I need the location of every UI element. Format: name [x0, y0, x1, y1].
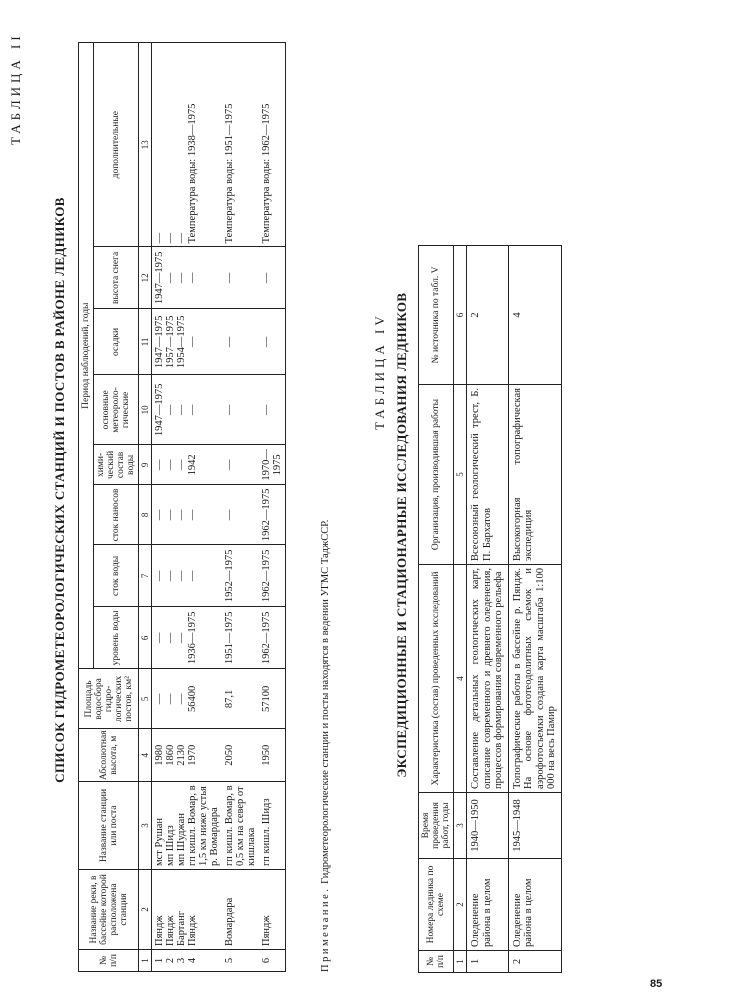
table-row — [259, 43, 286, 972]
colnum: 5 — [139, 669, 152, 729]
cell-level: — — — 1936—1975 — [152, 607, 223, 669]
table-row — [467, 246, 509, 973]
cell-org: Высокогорная топографическая экспедиция — [508, 385, 561, 565]
header-chem: хими-ческий состав воды — [94, 445, 139, 485]
colnum: 3 — [139, 782, 152, 870]
colnum: 13 — [139, 43, 152, 247]
cell-extra: Температура воды: 1962—1975 — [259, 43, 286, 247]
cell-source: 2 — [467, 246, 509, 385]
table-iv-title: ЭКСПЕДИЦИОННЫЕ И СТАЦИОНАРНЫЕ ИССЛЕДОВАНИЯ ЛЕДНИКОВ — [394, 292, 409, 778]
cell-chem: 1970— 1975 — [259, 445, 286, 485]
header-river: Название реки, в бассейне которой расположена станция — [79, 870, 139, 950]
cell-station: мст Рушан мп Шидз мп Шуджан гп кишл. Вомар, в 1,5 км ниже устья р. Вомардара — [152, 782, 223, 870]
cell-glacier: Оледенение района в целом — [467, 859, 509, 951]
cell-precip: 1947—1975 1957—1975 1954—1975 — — [152, 309, 223, 375]
table-ii-note — [320, 42, 331, 972]
cell-station: гп кишл. Шидз — [259, 782, 286, 870]
colnum: 9 — [139, 445, 152, 485]
header-desc: Характеристика (состав) проведенных исследований — [419, 565, 454, 793]
header-flow: сток воды — [94, 545, 139, 607]
header-area: Площадь водосбора гидро-логических постов, км² — [79, 669, 139, 729]
cell-precip: — — [222, 309, 259, 375]
cell-sediment: — — [222, 485, 259, 545]
cell-sediment: 1962—1975 — [259, 485, 286, 545]
stations-table — [78, 42, 286, 972]
cell-river: Вомардара — [222, 870, 259, 950]
cell-time: 1945—1948 — [508, 793, 561, 859]
colnum: 7 — [139, 545, 152, 607]
colnum: 10 — [139, 375, 152, 445]
stations-table-body — [152, 43, 286, 972]
cell-meteo: 1947—1975 — — — — [152, 375, 223, 445]
header-sediment: сток наносов — [94, 485, 139, 545]
colnum: 6 — [139, 607, 152, 669]
header-glacier: Номера ледника по схеме — [419, 859, 454, 951]
studies-table — [418, 245, 562, 973]
table-ii-title: СПИСОК ГИДРОМЕТЕОРОЛОГИЧЕСКИХ СТАНЦИЙ И ПОСТОВ В РАЙОНЕ ЛЕДНИКОВ — [52, 197, 67, 783]
cell-num: 5 — [222, 950, 259, 972]
cell-area: 57100 — [259, 669, 286, 729]
colnum: 5 — [454, 385, 467, 565]
cell-river: Пяндж Пяндж Бартанг Пяндж — [152, 870, 223, 950]
header-altitude: Абсолютная высота, м — [79, 729, 139, 782]
header-snow: высота снега — [94, 247, 139, 309]
page-number: 85 — [650, 978, 663, 990]
cell-precip: — — [259, 309, 286, 375]
header-num: № п/п — [419, 951, 454, 973]
cell-altitude: 1950 — [259, 729, 286, 782]
cell-snow: — — [222, 247, 259, 309]
colnum: 2 — [454, 859, 467, 951]
cell-extra: Температура воды: 1951—1975 — [222, 43, 259, 247]
cell-num: 2 — [508, 951, 561, 973]
cell-time: 1940—1950 — [467, 793, 509, 859]
cell-flow: — — — — — [152, 545, 223, 607]
header-num: № п/п — [79, 950, 139, 972]
cell-org: Всесоюзный геологический трест, Б. П. Бархатов — [467, 385, 509, 565]
header-time: Время проведения работ, годы — [419, 793, 454, 859]
cell-station: гп кишл. Вомар, в 0,5 км на север от кишлака — [222, 782, 259, 870]
cell-extra: — — — Температура воды: 1938—1975 — [152, 43, 223, 247]
header-extra: дополнительные — [94, 43, 139, 247]
cell-chem: — — [222, 445, 259, 485]
header-meteo: основные метеороло-гические — [94, 375, 139, 445]
cell-snow: 1947—1975 — — — — [152, 247, 223, 309]
cell-num: 1 2 3 4 — [152, 950, 223, 972]
colnum: 1 — [454, 951, 467, 973]
cell-flow: 1962—1975 — [259, 545, 286, 607]
studies-table-body — [467, 246, 562, 973]
colnum: 4 — [139, 729, 152, 782]
cell-desc: Топографические работы в бассейне р. Пяндж. На основе фототеодолитных съемок и аэрофотосъемки создана карта масштаба 1:100 000 на весь Памир — [508, 565, 561, 793]
table-iv-label: ТАБЛИЦА IV — [372, 312, 387, 430]
table-row — [222, 43, 259, 972]
cell-num: 6 — [259, 950, 286, 972]
cell-sediment: — — — — — [152, 485, 223, 545]
header-period: Период наблюдений, годы — [79, 43, 94, 669]
colnum: 3 — [454, 793, 467, 859]
colnum: 2 — [139, 870, 152, 950]
cell-flow: 1952—1975 — [222, 545, 259, 607]
colnum: 4 — [454, 565, 467, 793]
cell-meteo: — — [259, 375, 286, 445]
colnum: 12 — [139, 247, 152, 309]
table-ii-label: ТАБЛИЦА II — [8, 32, 23, 145]
cell-glacier: Оледенение района в целом — [508, 859, 561, 951]
header-org: Организация, производившая работы — [419, 385, 454, 565]
colnum: 8 — [139, 485, 152, 545]
cell-level: 1962—1975 — [259, 607, 286, 669]
note-text: Гидрометеорологические станции и посты находятся в ведении УГМС ТаджССР. — [320, 519, 331, 884]
header-precip: осадки — [94, 309, 139, 375]
cell-desc: Составление детальных геологических карт, описание современного и древнего оледенения, процессов формирования современного рельефа — [467, 565, 509, 793]
header-source: № источника по табл. V — [419, 246, 454, 385]
cell-snow: — — [259, 247, 286, 309]
colnum: 6 — [454, 246, 467, 385]
cell-area: — — — 56400 — [152, 669, 223, 729]
cell-area: 87,1 — [222, 669, 259, 729]
cell-level: 1951—1975 — [222, 607, 259, 669]
table-row — [508, 246, 561, 973]
colnum: 1 — [139, 950, 152, 972]
cell-altitude: 1980 1860 2130 1970 — [152, 729, 223, 782]
note-label: Примечание. — [320, 886, 331, 972]
table-row — [152, 43, 223, 972]
header-station: Название станции или поста — [79, 782, 139, 870]
colnum: 11 — [139, 309, 152, 375]
cell-chem: — — — 1942 — [152, 445, 223, 485]
cell-meteo: — — [222, 375, 259, 445]
cell-altitude: 2050 — [222, 729, 259, 782]
header-level: уровень воды — [94, 607, 139, 669]
cell-source: 4 — [508, 246, 561, 385]
cell-river: Пяндж — [259, 870, 286, 950]
cell-num: 1 — [467, 951, 509, 973]
